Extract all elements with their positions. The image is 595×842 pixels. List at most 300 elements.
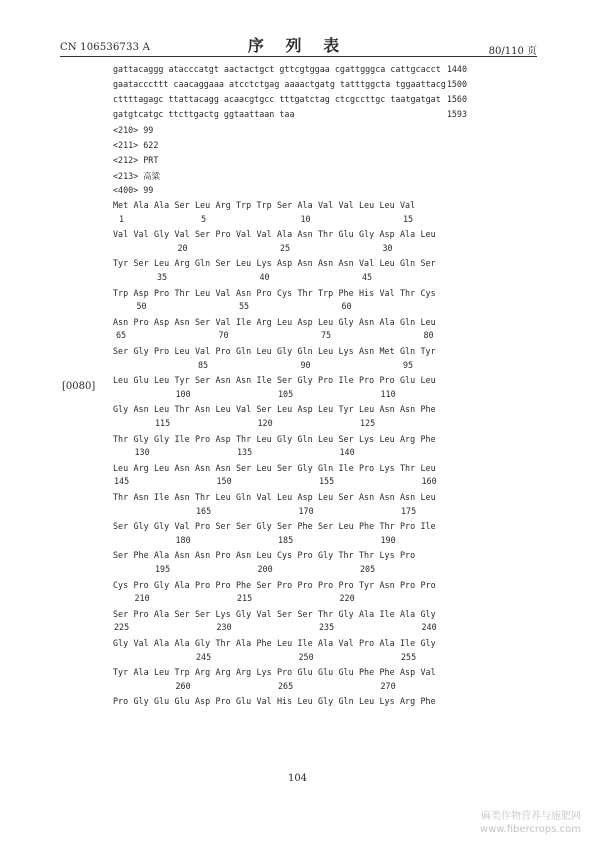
position-number: 190 (380, 534, 396, 545)
residue: Ser (277, 462, 293, 473)
residue: Gln (400, 258, 416, 269)
residue: Leu (277, 316, 293, 327)
residue: Tyr (113, 667, 129, 678)
nucleotide-count: 1500 (446, 79, 467, 89)
residue: Lys (379, 462, 395, 473)
residue: Arg (133, 462, 149, 473)
position-number: 185 (278, 534, 294, 545)
residue: Pro (277, 579, 293, 590)
patent-number: CN 106536733 A (60, 42, 151, 53)
residue: Gln (236, 346, 252, 356)
residue: Ala (174, 579, 190, 590)
residue: Ser (420, 258, 436, 269)
residue: Gly (277, 433, 293, 444)
position-number: 75 (321, 330, 332, 341)
residue: Pro (215, 696, 231, 707)
position-number: 60 (341, 301, 352, 312)
residue: Gly (113, 404, 129, 415)
header-divider (60, 56, 537, 57)
residue: Lys (359, 433, 375, 444)
residue: Asp (297, 316, 313, 327)
residue: Leu (215, 492, 231, 502)
residue: Pro (420, 579, 436, 590)
sequence-field: <400> 99 (113, 185, 154, 195)
residue: Tyr (338, 404, 354, 415)
residue: Phe (420, 433, 436, 444)
position-number: 90 (300, 359, 311, 370)
residue: Arg (400, 696, 416, 707)
residue: Gly (133, 346, 149, 356)
position-number: 120 (257, 417, 273, 428)
residue: Ala (154, 638, 170, 648)
residue: Val (338, 638, 354, 648)
residue: Phe (379, 667, 395, 678)
residue: Glu (400, 375, 416, 386)
residue: Ala (379, 638, 395, 648)
residue: Asn (174, 550, 190, 561)
residue: Glu (236, 696, 252, 707)
residue: Ile (236, 316, 252, 327)
residue: Val (359, 258, 375, 269)
residue: Pro (215, 579, 231, 590)
residue: Val (174, 229, 190, 240)
residue: Asp (133, 287, 149, 298)
residue: Ile (297, 638, 313, 648)
position-number: 20 (177, 242, 188, 253)
residue: Arg (236, 667, 252, 678)
residue: Ser (113, 521, 129, 532)
nucleotide-count: 1440 (446, 64, 467, 74)
residue: Asn (318, 258, 334, 269)
residue: Phe (359, 521, 375, 532)
residue: Asn (359, 316, 375, 327)
residue: His (359, 287, 375, 298)
residue: Pro (359, 375, 375, 386)
residue: Ser (297, 608, 313, 619)
residue: Thr (338, 550, 354, 561)
residue: Thr (113, 433, 129, 444)
residue: Lys (338, 346, 354, 356)
watermark-title: 麻类作物营养与施肥网 (481, 811, 581, 822)
residue: Gln (195, 258, 211, 269)
residue: Phe (359, 667, 375, 678)
position-number: 30 (382, 242, 393, 253)
position-number: 110 (380, 388, 396, 399)
residue: Cys (277, 287, 293, 298)
residue: Leu (420, 492, 436, 502)
residue: Leu (318, 316, 334, 327)
residue: Ala (400, 229, 416, 240)
residue: Ser (195, 608, 211, 619)
residue: Gln (236, 492, 252, 502)
residue: Leu (113, 375, 129, 386)
residue: Asn (359, 346, 375, 356)
residue: Thr (318, 229, 334, 240)
position-number: 160 (421, 476, 437, 487)
residue: Ser (215, 258, 231, 269)
residue: Pro (400, 579, 416, 590)
residue: Leu (154, 462, 170, 473)
position-number: 50 (136, 301, 147, 312)
residue: Pro (154, 287, 170, 298)
residue: Leu (277, 404, 293, 415)
position-number: 5 (201, 213, 207, 224)
residue: Gly (420, 638, 436, 648)
residue: Gly (338, 316, 354, 327)
position-number: 15 (403, 213, 414, 224)
residue: Leu (195, 200, 211, 210)
residue: Arg (195, 667, 211, 678)
residue: Leu (318, 346, 334, 356)
position-number: 240 (421, 622, 437, 633)
residue: Arg (400, 433, 416, 444)
residue: Phe (297, 521, 313, 532)
residue: Leu (256, 462, 272, 473)
nucleotide-line: gaatacccttt caacaggaaa atcctctgag aaaactgatg tatttggcta tggaattacg (113, 79, 446, 89)
residue: Leu (318, 404, 334, 415)
residue: Ala (174, 638, 190, 648)
position-number: 45 (362, 271, 373, 282)
residue: Leu (195, 287, 211, 298)
residue: Gly (133, 433, 149, 444)
residue: Met (113, 200, 129, 210)
residue: Leu (379, 258, 395, 269)
residue: Ser (113, 346, 129, 356)
watermark-url: www.fibercrops.com (479, 824, 581, 835)
residue: Ile (174, 433, 190, 444)
residue: Pro (400, 521, 416, 532)
residue: Asn (133, 404, 149, 415)
residue: Leu (318, 492, 334, 502)
position-number: 245 (196, 651, 212, 662)
residue: Val (256, 492, 272, 502)
residue: Ser (174, 608, 190, 619)
residue: Ile (400, 638, 416, 648)
residue: Pro (318, 579, 334, 590)
residue: Pro (359, 638, 375, 648)
position-number: 210 (134, 593, 150, 604)
residue: Pro (133, 579, 149, 590)
position-number: 165 (196, 505, 212, 516)
residue: Asn (379, 492, 395, 502)
residue: Leu (113, 462, 129, 473)
position-number: 125 (360, 417, 376, 428)
residue: Gly (113, 638, 129, 648)
length-field: <211> 622 (113, 140, 159, 150)
residue: Ser (256, 579, 272, 590)
position-number: 215 (237, 593, 253, 604)
position-number: 35 (157, 271, 168, 282)
residue: Val (379, 287, 395, 298)
residue: Leu (338, 521, 354, 532)
position-number: 55 (239, 301, 250, 312)
residue: Glu (338, 229, 354, 240)
position-number: 250 (298, 651, 314, 662)
residue: Ala (154, 608, 170, 619)
residue: Asp (400, 667, 416, 678)
residue: Thr (359, 550, 375, 561)
seq-id-field: <210> 99 (113, 125, 154, 135)
residue: Ala (133, 200, 149, 210)
residue: Ser (113, 608, 129, 619)
residue: Pro (318, 375, 334, 386)
residue: Ser (195, 316, 211, 327)
residue: Ile (256, 375, 272, 386)
residue: Ser (174, 200, 190, 210)
position-number: 65 (116, 330, 127, 341)
residue: Leu (277, 492, 293, 502)
residue: Thr (236, 433, 252, 444)
residue: Leu (420, 229, 436, 240)
nucleotide-line: gatgtcatgc ttcttgactg ggtaattaan taa (113, 109, 295, 119)
residue: Tyr (174, 375, 190, 386)
page-counter: 80/110 页 (488, 46, 537, 57)
residue: Ala (359, 608, 375, 619)
residue: Ser (338, 492, 354, 502)
residue: Phe (338, 287, 354, 298)
residue: Gly (277, 346, 293, 356)
residue: Thr (215, 638, 231, 648)
position-number: 135 (237, 447, 253, 458)
residue: Pro (215, 346, 231, 356)
residue: Pro (113, 696, 129, 707)
residue: Val (256, 696, 272, 707)
position-number: 260 (175, 680, 191, 691)
position-number: 150 (216, 476, 232, 487)
residue: Ala (154, 550, 170, 561)
position-number: 140 (339, 447, 355, 458)
residue: Leu (359, 200, 375, 210)
residue: Pro (400, 550, 416, 561)
residue: Asn (174, 492, 190, 502)
residue: Val (420, 667, 436, 678)
page-title: 序 列 表 (247, 36, 348, 55)
page-number: 104 (287, 773, 308, 784)
residue: Gly (154, 433, 170, 444)
residue: His (277, 696, 293, 707)
residue: Glu (297, 667, 313, 678)
residue: Asn (195, 462, 211, 473)
residue: Pro (215, 550, 231, 561)
residue: Ser (338, 433, 354, 444)
residue: Val (174, 521, 190, 532)
residue: Tyr (359, 579, 375, 590)
residue: Ala (318, 638, 334, 648)
residue: Ile (379, 608, 395, 619)
residue: Ser (195, 229, 211, 240)
residue: Asp (297, 404, 313, 415)
residue: Trp (236, 200, 252, 210)
position-number: 235 (319, 622, 335, 633)
residue: Gly (297, 462, 313, 473)
residue: Cys (420, 287, 436, 298)
residue: Asp (297, 492, 313, 502)
position-number: 205 (360, 563, 376, 574)
residue: Ser (277, 200, 293, 210)
residue: Phe (236, 579, 252, 590)
position-number: 130 (134, 447, 150, 458)
residue: Ser (318, 521, 334, 532)
residue: Leu (420, 375, 436, 386)
residue: Leu (379, 200, 395, 210)
residue: Pro (195, 521, 211, 532)
residue: Ala (236, 638, 252, 648)
residue: Trp (174, 667, 190, 678)
residue: Leu (379, 433, 395, 444)
residue: Ser (133, 258, 149, 269)
residue: Gly (338, 608, 354, 619)
position-number: 145 (114, 476, 130, 487)
residue: Gly (359, 229, 375, 240)
residue: Val (133, 229, 149, 240)
residue: Gly (154, 579, 170, 590)
residue: Asn (174, 316, 190, 327)
residue: Tyr (420, 346, 436, 356)
residue: Leu (256, 433, 272, 444)
residue: Glu (318, 667, 334, 678)
position-number: 220 (339, 593, 355, 604)
position-number: 200 (257, 563, 273, 574)
residue: Arg (174, 258, 190, 269)
residue: Glu (174, 696, 190, 707)
residue: Asp (379, 229, 395, 240)
residue: Ser (113, 550, 129, 561)
residue: Met (379, 346, 395, 356)
residue: Leu (256, 550, 272, 561)
residue: Gly (256, 521, 272, 532)
paragraph-tag: [0080] (62, 381, 96, 392)
residue: Ala (133, 667, 149, 678)
residue: Val (236, 229, 252, 240)
residue: Asn (400, 492, 416, 502)
position-number: 85 (198, 359, 209, 370)
residue: Pro (379, 375, 395, 386)
residue: Ile (154, 492, 170, 502)
residue: Asn (195, 550, 211, 561)
residue: Pro (277, 667, 293, 678)
residue: Asn (236, 287, 252, 298)
residue: Gly (195, 638, 211, 648)
position-number: 180 (175, 534, 191, 545)
residue: Gly (154, 229, 170, 240)
position-number: 155 (319, 476, 335, 487)
residue: Asn (379, 579, 395, 590)
residue: Asp (215, 433, 231, 444)
residue: Ala (400, 608, 416, 619)
position-number: 25 (280, 242, 291, 253)
residue: Val (256, 229, 272, 240)
residue: Gly (133, 521, 149, 532)
residue: Ser (195, 375, 211, 386)
residue: Asn (174, 462, 190, 473)
residue: Asn (113, 316, 129, 327)
residue: Gln (338, 696, 354, 707)
residue: Pro (297, 550, 313, 561)
residue: Ala (379, 316, 395, 327)
residue: Cys (113, 579, 129, 590)
residue: Ala (277, 229, 293, 240)
residue: Ile (338, 462, 354, 473)
residue: Gly (420, 608, 436, 619)
residue: Leu (420, 316, 436, 327)
residue: Asn (297, 258, 313, 269)
residue: Arg (215, 667, 231, 678)
residue: Leu (297, 696, 313, 707)
residue: Ala (154, 200, 170, 210)
residue: Phe (420, 404, 436, 415)
position-number: 175 (401, 505, 417, 516)
residue: Gly (297, 375, 313, 386)
residue: Leu (236, 258, 252, 269)
type-field: <212> PRT (113, 155, 159, 165)
residue: Leu (277, 638, 293, 648)
position-number: 170 (298, 505, 314, 516)
residue: Gln (297, 433, 313, 444)
residue: Gln (297, 346, 313, 356)
residue: Gly (133, 696, 149, 707)
residue: Trp (318, 287, 334, 298)
residue: Val (113, 229, 129, 240)
residue: Lys (256, 258, 272, 269)
residue: Pro (133, 608, 149, 619)
position-number: 10 (300, 213, 311, 224)
position-number: 265 (278, 680, 294, 691)
residue: Tyr (113, 258, 129, 269)
residue: Ser (277, 521, 293, 532)
residue: Asn (236, 375, 252, 386)
residue: Phe (256, 638, 272, 648)
residue: Thr (195, 492, 211, 502)
residue: Lys (379, 550, 395, 561)
residue: Glu (338, 667, 354, 678)
residue: Lys (256, 667, 272, 678)
residue: Ser (277, 375, 293, 386)
residue: Arg (215, 200, 231, 210)
residue: Leu (359, 404, 375, 415)
organism-field: <213> 高粱 (113, 171, 161, 181)
residue: Ile (420, 521, 436, 532)
page-header (0, 0, 595, 60)
position-number: 100 (175, 388, 191, 399)
residue: Val (236, 404, 252, 415)
residue: Trp (113, 287, 129, 298)
residue: Gly (154, 521, 170, 532)
residue: Pro (215, 229, 231, 240)
residue: Gln (400, 316, 416, 327)
residue: Ile (338, 375, 354, 386)
residue: Asp (154, 316, 170, 327)
residue: Val (133, 638, 149, 648)
residue: Asn (359, 492, 375, 502)
residue: Leu (174, 346, 190, 356)
residue: Leu (154, 258, 170, 269)
nucleotide-line: gattacaggg atacccatgt aactactgct gttcgtggaa cgattgggca cattgcacct (113, 64, 441, 74)
residue: Val (400, 200, 416, 210)
residue: Ser (256, 404, 272, 415)
residue: Pro (154, 346, 170, 356)
residue: Thr (318, 608, 334, 619)
residue: Leu (318, 433, 334, 444)
residue: Lys (215, 608, 231, 619)
residue: Pro (256, 287, 272, 298)
residue: Pro (195, 433, 211, 444)
residue: Pro (297, 579, 313, 590)
residue: Pro (338, 579, 354, 590)
residue: Val (195, 346, 211, 356)
position-number: 255 (401, 651, 417, 662)
residue: Gln (318, 462, 334, 473)
residue: Asn (215, 375, 231, 386)
